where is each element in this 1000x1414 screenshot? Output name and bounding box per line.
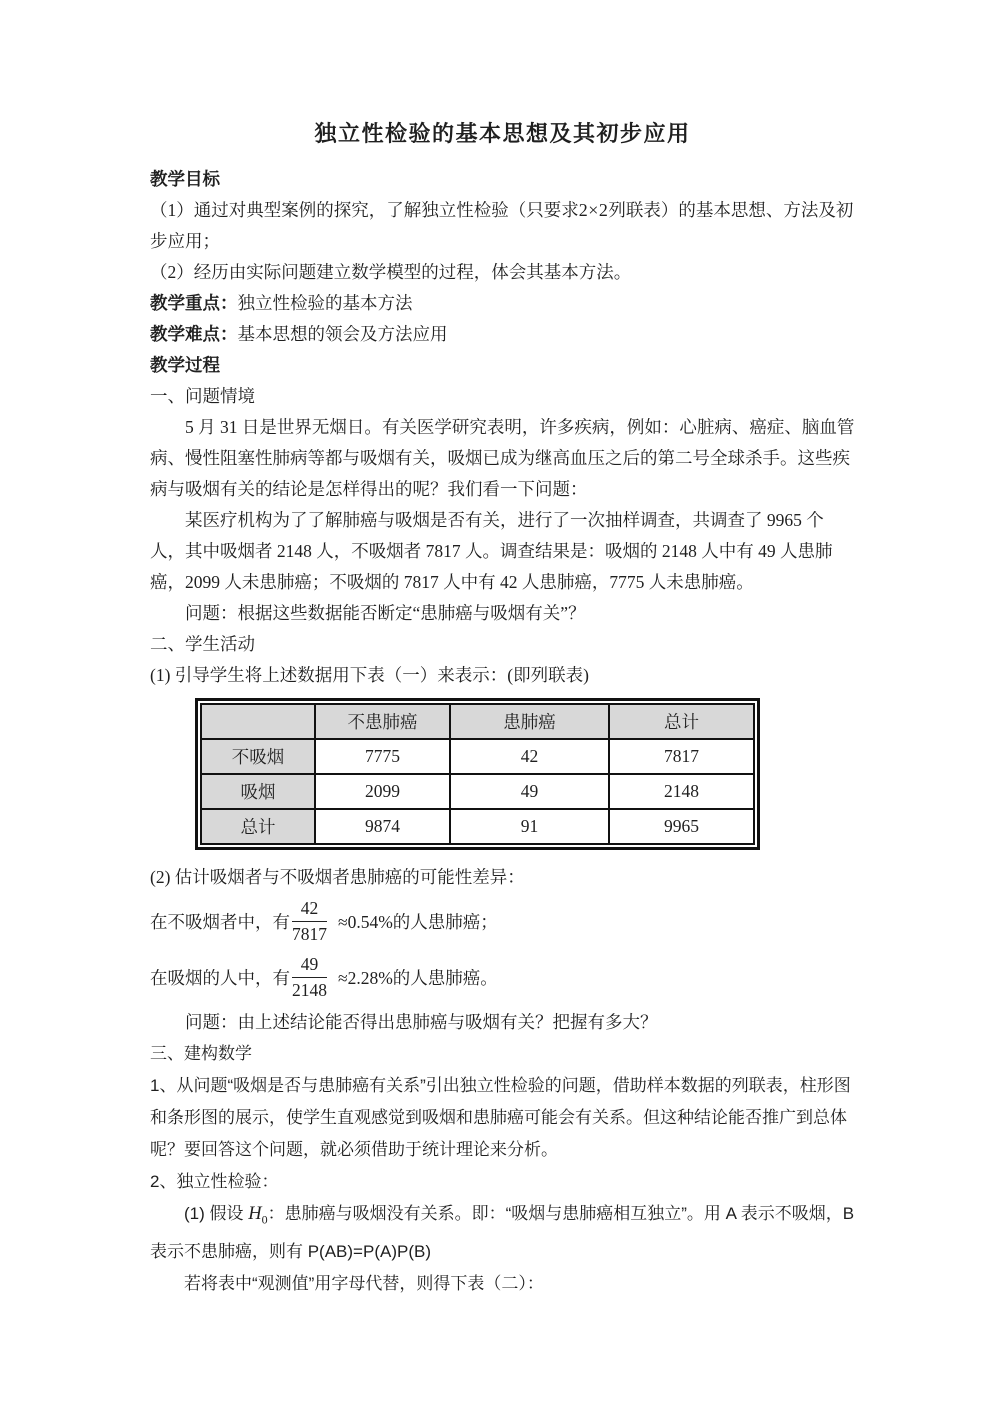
objective-item-1-tail: 列联表）的基本思想、方法及初步应用；	[150, 200, 854, 251]
section3-heading: 三、建构数学	[150, 1044, 252, 1063]
table-header-no-cancer: 不患肺癌	[315, 704, 450, 739]
fraction-denominator: 7817	[292, 923, 327, 944]
table-cell: 91	[450, 809, 609, 844]
fraction-49-2148	[292, 954, 327, 999]
table-row-total	[201, 809, 754, 844]
key-point-label: 教学重点：	[150, 293, 238, 313]
section1-heading: 一、问题情境	[150, 386, 255, 406]
section3-paragraph-3: 若将表中“观测值”用字母代替，则得下表（二）：	[184, 1273, 544, 1293]
hypothesis-post: ：患肺癌与吸烟没有关系。即：“吸烟与患肺癌相互独立”。用 A 表示不吸烟，B 表示不患肺癌，则有 P(AB)=P(A)P(B)	[150, 1204, 855, 1261]
difficulty-line	[150, 319, 855, 350]
section2-heading: 二、学生活动	[150, 634, 255, 654]
section2-item-2: (2) 估计吸烟者与不吸烟者患肺癌的可能性差异：	[150, 867, 525, 887]
hypothesis-pre: (1) 假设	[184, 1204, 249, 1223]
key-point-line	[150, 288, 855, 319]
calc-result: ≈2.28%的人患肺癌。	[338, 967, 498, 988]
objective-item-1-math: 2×2	[578, 200, 609, 220]
difficulty-label: 教学难点：	[150, 324, 238, 344]
table-row-nonsmoker	[201, 739, 754, 774]
calc-prefix: 在吸烟的人中，有	[150, 967, 290, 988]
section2-question: 问题：由上述结论能否得出患肺癌与吸烟有关？把握有多大？	[185, 1012, 658, 1032]
table-cell: 9874	[315, 809, 450, 844]
table-cell: 42	[450, 739, 609, 774]
table-header-row	[201, 704, 754, 739]
table-header-total: 总计	[609, 704, 754, 739]
fraction-denominator: 2148	[292, 979, 327, 1000]
fraction-42-7817	[292, 898, 327, 943]
fraction-numerator: 42	[292, 898, 327, 921]
difficulty-text: 基本思想的领会及方法应用	[237, 324, 448, 344]
table-row-label: 不吸烟	[201, 739, 315, 774]
table-row-label: 总计	[201, 809, 315, 844]
hypothesis-variable-subscript: 0	[261, 1212, 268, 1227]
table-header-corner	[201, 704, 315, 739]
table-cell: 49	[450, 774, 609, 809]
section3-paragraph-1: 1、从问题“吸烟是否与患肺癌有关系”引出独立性检验的问题，借助样本数据的列联表，柱形图和条形图的展示，使学生直观感觉到吸烟和患肺癌可能会有关系。但这种结论能否推广到总体呢？要回答这个问题，就必须借助于统计理论来分析。	[150, 1076, 851, 1159]
calc-prefix: 在不吸烟者中，有	[150, 911, 290, 932]
fraction-numerator: 49	[292, 954, 327, 977]
section3-hypothesis	[150, 1198, 855, 1268]
document-title: 独立性检验的基本思想及其初步应用	[314, 121, 691, 146]
table-row-label: 吸烟	[201, 774, 315, 809]
table-cell: 2099	[315, 774, 450, 809]
objectives-heading: 教学目标	[150, 169, 220, 189]
calc-result: ≈0.54%的人患肺癌；	[338, 911, 498, 932]
objective-item-1-text: （1）通过对典型案例的探究，了解独立性检验（只要求	[150, 200, 579, 220]
calc-line-nonsmoker	[150, 895, 855, 949]
contingency-table-frame	[195, 698, 760, 850]
section3	[150, 1038, 855, 1300]
key-point-text: 独立性检验的基本方法	[237, 293, 413, 313]
table-cell: 2148	[609, 774, 754, 809]
hypothesis-variable-H0	[248, 1204, 268, 1227]
table-header-cancer: 患肺癌	[450, 704, 609, 739]
section1-question: 问题：根据这些数据能否断定“患肺癌与吸烟有关”？	[185, 603, 586, 623]
section2-item-1: (1) 引导学生将上述数据用下表（一）来表示：(即列联表)	[150, 665, 589, 685]
hypothesis-variable-letter: H	[248, 1204, 262, 1224]
section1-paragraph-2: 某医疗机构为了了解肺癌与吸烟是否有关，进行了一次抽样调查，共调查了 9965 个人，其中吸烟者 2148 人，不吸烟者 7817 人。调查结果是：吸烟的 2148 人中有 49 人患肺癌，2099 人未患肺癌；不吸烟的 7817 人中有 42 人患肺癌，7775 人未患肺癌。	[150, 510, 833, 592]
table-cell: 9965	[609, 809, 754, 844]
table-row-smoker	[201, 774, 754, 809]
section1-paragraph-1: 5 月 31 日是世界无烟日。有关医学研究表明，许多疾病，例如：心脏病、癌症、脑血管病、慢性阻塞性肺病等都与吸烟有关，吸烟已成为继高血压之后的第二号全球杀手。这些疾病与吸烟有关的结论是怎样得出的呢？我们看一下问题：	[150, 417, 855, 499]
table-cell: 7775	[315, 739, 450, 774]
table-cell: 7817	[609, 739, 754, 774]
section3-paragraph-2: 2、独立性检验：	[150, 1172, 279, 1191]
process-heading: 教学过程	[150, 355, 220, 375]
contingency-table	[200, 703, 755, 845]
objective-item-1	[150, 195, 855, 257]
objective-item-2: （2）经历由实际问题建立数学模型的过程，体会其基本方法。	[150, 262, 632, 282]
calc-line-smoker	[150, 951, 855, 1005]
